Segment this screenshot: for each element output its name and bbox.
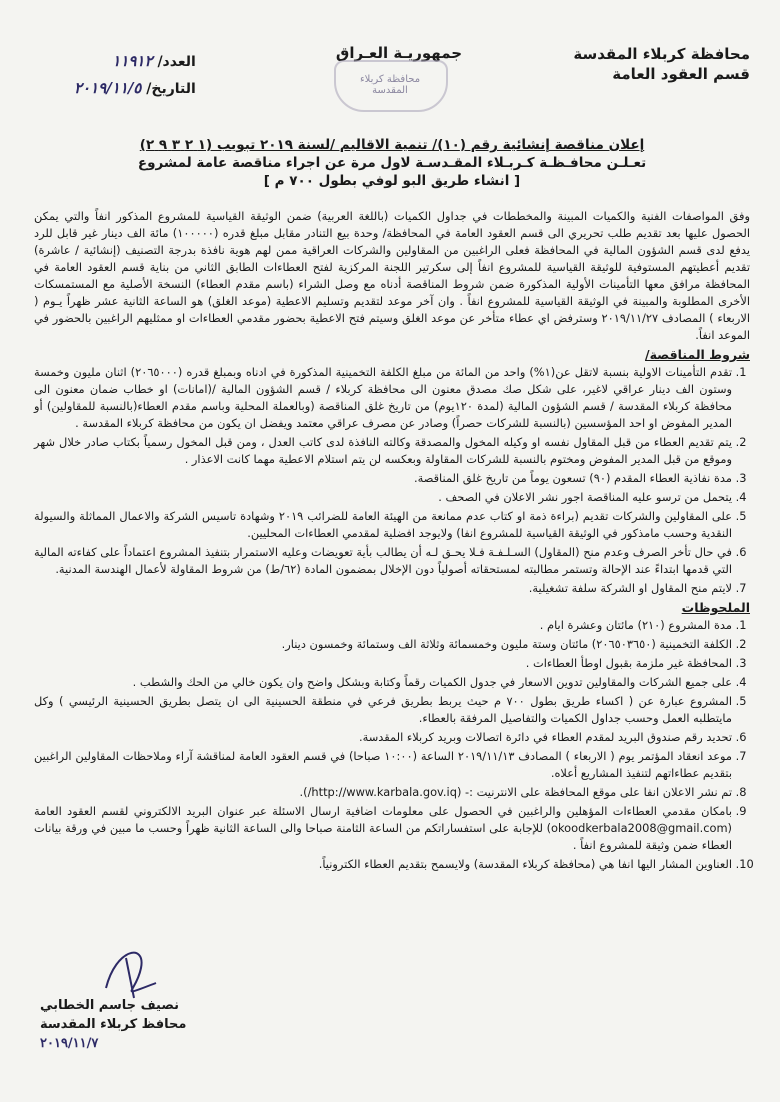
condition-item: 6. في حال تأخر الصرف وعدم منح (المقاول) السـلـفـة فـلا يحـق لـه أن يطالب بأية تعويضات وعليه الاستمرار بتنفيذ المشروع اعتماداً على كفاءته المالية التي قدمها ابتداءً عند الإحالة وتستمر مطالبته لمستحقاته أصولياً دون الإخلال بمضمون المادة (٦٢/ط) من شروط المقاولة لأعمال الهندسة المدنية. bbox=[34, 544, 732, 578]
seal-text: محافظة كربلاء المقدسة bbox=[359, 74, 421, 96]
org-line-1: محافظة كربلاء المقدسة bbox=[573, 45, 750, 63]
conditions-list bbox=[34, 364, 750, 597]
letterhead bbox=[34, 14, 750, 110]
number-label: العدد/ bbox=[157, 54, 196, 70]
note-item: 7. موعد انعقاد المؤتمر يوم ( الاربعاء ) المصادف ٢٠١٩/١١/١٣ الساعة (١٠:٠٠ صباحا) في قسم العقود العامة لمناقشة آراء وملاحظات المقاولين الراغبين بتقديم عطاءاتهم لتنفيذ المشاريع أعلاه. bbox=[34, 748, 732, 782]
note-item: 9. بامكان مقدمي العطاءات المؤهلين والراغبين في الحصول على معلومات اضافية ارسال الاسئلة عبر عنوان البريد الالكتروني لقسم العقود العامة (okoodkerbala2008@gmail.com) للإجابة على استفساراتكم من الساعة الثامنة صباحا والى الساعة الثانية ظهراً وحسب ما مبين في ورقة بيانات العطاء ضمن وثيقة للمشروع انفاً . bbox=[34, 803, 732, 854]
country-title: جمهوريـة العـراق bbox=[335, 44, 463, 62]
note-item: 3. المحافظة غير ملزمة بقبول اوطأ العطاءات . bbox=[34, 655, 732, 672]
organization-block bbox=[573, 44, 750, 84]
reference-block bbox=[74, 48, 196, 102]
title-line-2: تعـلـن محافـظـة كـربـلاء المقـدسـة لاول مرة عن اجراء مناقصة عامة لمشروع bbox=[137, 155, 647, 171]
notes-list bbox=[34, 617, 750, 873]
note-item: 8. تم نشر الاعلان انفا على موقع المحافظة على الانترنيت :- (http://www.karbala.gov.iq/). bbox=[34, 784, 732, 801]
announcement-body bbox=[34, 208, 750, 873]
title-line-3: [ انشاء طريق البو لوفي بطول ٧٠٠ م ] bbox=[263, 173, 521, 189]
condition-item: 5. على المقاولين والشركات تقديم (براءة ذمة او كتاب عدم ممانعة من الهيئة العامة للضرائب ٢٠١٩ وشهادة تاسيس الشركة والاعمال المماثلة والسيولة النقدية وحسب مامذكور في الوثيقة القياسية للمشروع انفا) ولايوجد افضلية لمقدمي العطاءات المحليين. bbox=[34, 508, 732, 542]
conditions-heading: شروط المناقصة/ bbox=[645, 347, 750, 362]
governor-name: نصيف جاسم الخطابي bbox=[40, 998, 180, 1013]
announcement-titles bbox=[34, 136, 750, 190]
governor-title: محافظ كربلاء المقدسة bbox=[40, 1017, 187, 1032]
note-item: 2. الكلفة التخمينية (٢٠٦٥٠٣٦٥٠) مائتان وستة مليون وخمسمائة وثلاثة الف وستمائة وخمسون دينار. bbox=[34, 636, 732, 653]
note-item: 6. تحديد رقم صندوق البريد لمقدم العطاء في دائرة اتصالات وبريد كربلاء المقدسة. bbox=[34, 729, 732, 746]
note-item: 5. المشروع عبارة عن ( اكساء طريق بطول ٧٠٠ م حيث يربط بطريق فرعي في منطقة الحسينية الى ان يتصل بطريق الحسينية الرئيسي ) وكل مايتطلبه العمل وحسب جداول الكميات والتفاصيل المرفقة بالعطاء. bbox=[34, 693, 732, 727]
signature-block bbox=[40, 996, 186, 1053]
condition-item: 3. مدة نفاذية العطاء المقدم (٩٠) تسعون يوماً من تاريخ غلق المناقصة. bbox=[34, 470, 732, 487]
condition-item: 2. يتم تقديم العطاء من قبل المقاول نفسه او وكيله المخول والمصدقة وكالته النافذة لدى كاتب العدل ، ومن قبل المخول رسمياً بكتاب صادر خلال شهر وموقع من قبل المدير المفوض ومختوم بالنسبة للشركات المقاولة وبعكسه لن يتم استلام الاعطية مهما كانت الاعذار . bbox=[34, 434, 732, 468]
reference-number bbox=[74, 48, 196, 75]
note-item: 1. مدة المشروع (٢١٠) مائتان وعشرة ايام . bbox=[34, 617, 732, 634]
number-value: ١١٩١٢ bbox=[112, 52, 153, 70]
condition-item: 4. يتحمل من ترسو عليه المناقصة اجور نشر الاعلان في الصحف . bbox=[34, 489, 732, 506]
condition-item: 1. تقدم التأمينات الاولية بنسبة لاتقل عن(١%) واحد من المائة من مبلغ الكلفة التخمينية المذكورة في ادناه وبمبلغ قدره (٢٠٦٥٠٠٠) اثنان مليون وخمسة وستون الف دينار عراقي لاغير، على شكل صك مصدق معنون الى محافظة كربلاء / قسم الشؤون المالية /(امانات) او خطاب ضمان معنون الى محافظة كربلاء المقدسة / قسم الشؤون المالية (لمدة ١٢٠يوم) من تاريخ غلق المناقصة (وبالعملة المحلية وباسم مقدم العطاء(بالنسبة للمقاولين) أو المدير المفوض او احد المؤسسين (بالنسبة للشركات حصراً) وصادر عن مصرف عراقي معتمد ويفضل ان يكون من محافظة كربلاء المقدسة . bbox=[34, 364, 732, 432]
date-label: التاريخ/ bbox=[146, 81, 196, 97]
title-line-1: إعلان مناقصة إنشائية رقم (١٠)/ تنمية الاقاليم /لسنة ٢٠١٩ تبويب (١ ٢ ٣ ٩ ٢) bbox=[139, 137, 645, 153]
note-item: 4. على جميع الشركات والمقاولين تدوين الاسعار في جدول الكميات رقماً وكتابة وبشكل واضح وان يكون خالي من الحك والشطب . bbox=[34, 674, 732, 691]
note-item: 10. العناوين المشار اليها انفا هي (محافظة كربلاء المقدسة) ولايسمح بتقديم العطاء الكترونياً. bbox=[34, 856, 732, 873]
date-value: ٢٠١٩/١١/٥ bbox=[74, 79, 142, 97]
signature-date: ٢٠١٩/١١/٧ bbox=[40, 1036, 99, 1051]
intro-paragraph: وفق المواصفات الفنية والكميات المبينة والمخططات في جداول الكميات (باللغة العربية) ضمن الوثيقة القياسية للمشروع المذكور انفاً والتي يمكن الحصول عليها بعد تقديم طلب تحريري الى قسم العقود العامة في المحافظة/ وحدة بيع التنادر مقابل مبلغ قدره (١٠٠٠٠٠) مائة الف دينار غير قابل للرد يدفع لدى قسم الشؤون المالية في المحافظة فعلى الراغبين من المقاولين والشركات العراقية ممن لهم هوية نافذة بدرجة التصنيف (إنشائية / عاشرة) تقديم أعطيتهم المستوفية للوثيقة القياسية للمشروع انفاً إلى سكرتير اللجنة المركزية لفتح العطاءات الطابق الثاني من بناية قسم العقود العامة في المحافظة مرافق معها التأمينات الأولية المذكورة ضمن شروط المناقصة أدناه مع وصل الشراء (باسم مقدم العطاء) النسخة الأصلية مع المستمسكات الأخرى المطلوبة والمبينة في الوثيقة القياسية للمشروع انفاً . وان آخر موعد لتقديم وتسليم الاعطية (موعد الغلق) هو الساعة الثانية عشر ظهراً يـوم ( الاربعاء ) المصادف ٢٠١٩/١١/٢٧ وسترفض اي عطاء متأخر عن موعد الغلق وسيتم فتح الاعطية بحضور مقدمي العطاءات او ممثليهم الراغبين بالحضور في الموعد انفاً. bbox=[34, 209, 750, 342]
org-line-2: قسم العقود العامة bbox=[612, 65, 750, 83]
reference-date bbox=[74, 75, 196, 102]
notes-heading: الملحوظات bbox=[681, 600, 750, 615]
condition-item: 7. لايتم منح المقاول او الشركة سلفة تشغيلية. bbox=[34, 580, 732, 597]
